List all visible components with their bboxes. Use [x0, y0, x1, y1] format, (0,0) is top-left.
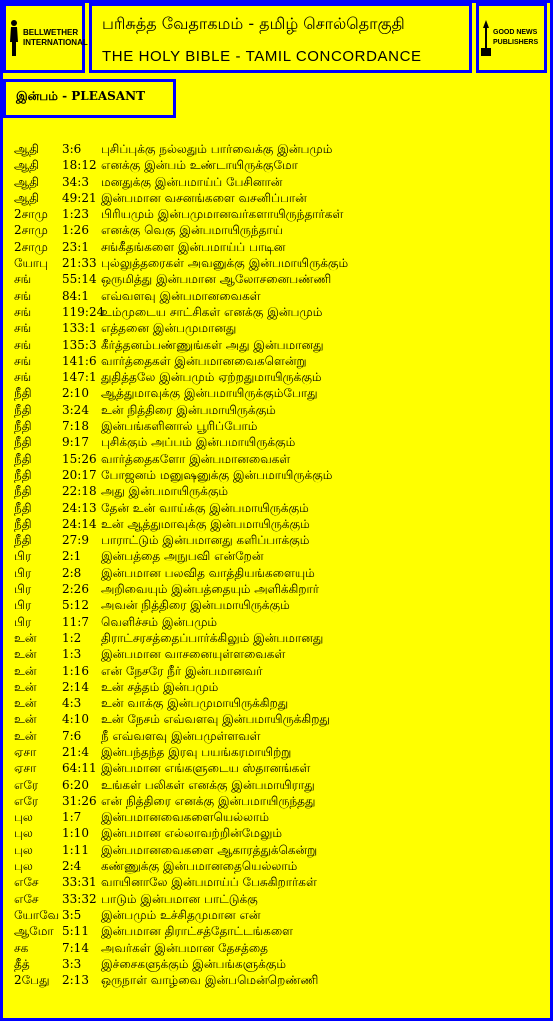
entry-text: அறிவையும் இன்பத்தையும் அளிக்கிறார் [101, 582, 320, 597]
list-item [14, 777, 534, 793]
entry-reference: 64:11 [62, 761, 97, 776]
entry-text: அவன் நித்திரை இன்பமாயிருக்கும் [101, 598, 290, 613]
entry-text: பிரியமும் இன்பமுமானவர்களாயிருந்தார்கள் [101, 207, 344, 222]
entry-book: ஆதி [14, 158, 40, 173]
list-item [14, 157, 534, 173]
entry-text: இன்பங்களினால் பூரிப்போம் [101, 419, 258, 434]
entry-reference: 15:26 [62, 451, 97, 466]
entry-book: சங் [14, 370, 32, 385]
entry-text: வாயினாலே இன்பமாய்ப் பேசுகிறார்கள் [101, 875, 317, 890]
entry-reference: 1:26 [62, 223, 89, 238]
title-banner [89, 3, 472, 73]
entry-text: சங்கீதங்களை இன்பமாய்ப் பாடின [101, 239, 286, 254]
entry-reference: 3:6 [62, 142, 82, 156]
entry-text: இன்பமான எல்லாவற்றின்மேலும் [101, 826, 282, 841]
list-item [14, 548, 534, 564]
entry-reference: 5:11 [62, 924, 89, 939]
entry-reference: 141:6 [62, 353, 97, 368]
entry-reference: 5:12 [62, 598, 89, 613]
entry-text: இன்பமான வாசனையுள்ளவைகள் [101, 647, 286, 662]
entry-reference: 2:4 [62, 859, 82, 874]
entry-reference: 7:14 [62, 940, 89, 955]
entry-text: புசிப்புக்கு நல்லதும் பார்வைக்கு இன்பமும் [101, 142, 333, 156]
entry-text: பாடும் இன்பமான பாட்டுக்கு [101, 891, 258, 906]
entry-book: உன் [14, 728, 37, 743]
entry-text: உன் சத்தம் இன்பமும் [101, 679, 219, 694]
entry-book: புல [14, 842, 33, 857]
entry-text: வெளிச்சம் இன்பமும் [101, 614, 218, 629]
entry-text: இன்பமானவைகளையெல்லாம் [101, 810, 269, 825]
entry-book: புல [14, 859, 33, 874]
list-item [14, 222, 534, 238]
list-item [14, 728, 534, 744]
entry-book: புல [14, 810, 33, 825]
list-item [14, 614, 534, 630]
entry-book: உன் [14, 696, 37, 711]
entry-text: எத்தனை இன்பமுமானது [101, 321, 237, 336]
entry-book: பிர [14, 549, 32, 564]
entry-text: என் நித்திரை எனக்கு இன்பமாயிருந்தது [101, 793, 316, 808]
list-item [14, 646, 534, 662]
entry-text: புசிக்கும் அப்பம் இன்பமாயிருக்கும் [101, 435, 296, 450]
entry-text: இன்பத்தை அநுபவி என்றேன் [101, 549, 264, 564]
entry-book: 2சாமு [14, 223, 48, 238]
entry-book: பிர [14, 582, 32, 597]
entry-book: தீத் [14, 956, 30, 971]
entry-book: சங் [14, 353, 32, 368]
entry-reference: 11:7 [62, 614, 89, 629]
list-item [14, 793, 534, 809]
list-item [14, 907, 534, 923]
entry-text: பாராட்டும் இன்பமானது களிப்பாக்கும் [101, 533, 310, 548]
entry-reference: 119:24 [62, 304, 105, 319]
entry-book: நீதி [14, 467, 32, 482]
list-item [14, 923, 534, 939]
entry-text: புல்லுத்தரைகள் அவனுக்கு இன்பமாயிருக்கும் [101, 256, 349, 271]
entry-reference: 34:3 [62, 174, 89, 189]
list-item [14, 500, 534, 516]
list-item [14, 239, 534, 255]
list-item [14, 940, 534, 956]
entry-text: உன் நேசம் எவ்வளவு இன்பமாயிருக்கிறது [101, 712, 330, 727]
entry-reference: 22:18 [62, 484, 97, 499]
entry-reference: 2:8 [62, 565, 82, 580]
entry-book: பிர [14, 598, 32, 613]
list-item [14, 353, 534, 369]
list-item [14, 565, 534, 581]
entry-reference: 4:3 [62, 696, 82, 711]
list-item [14, 663, 534, 679]
entry-reference: 2:26 [62, 582, 89, 597]
entry-text: உன் நித்திரை இன்பமாயிருக்கும் [101, 402, 276, 417]
list-item [14, 402, 534, 418]
entry-book: உன் [14, 630, 37, 645]
entry-book: நீதி [14, 419, 32, 434]
entry-book: உன் [14, 712, 37, 727]
entry-book: புல [14, 826, 33, 841]
entry-text: உங்கள் பலிகள் எனக்கு இன்பமாயிராது [101, 777, 315, 792]
entry-text: அது இன்பமாயிருக்கும் [101, 484, 229, 499]
entry-reference: 18:12 [62, 158, 97, 173]
list-item [14, 190, 534, 206]
entry-book: உன் [14, 679, 37, 694]
entry-text: இன்பந்தந்த இரவு பயங்கரமாயிற்று [101, 744, 292, 759]
entry-reference: 84:1 [62, 288, 89, 303]
list-item [14, 271, 534, 287]
list-item [14, 972, 534, 988]
logo-left-text: BELLWETHER INTERNATIONAL [23, 28, 88, 47]
entry-text: நீ எவ்வளவு இன்பமுள்ளவள் [101, 728, 261, 743]
figure-icon [7, 18, 21, 58]
entry-reference: 135:3 [62, 337, 97, 352]
entry-reference: 7:18 [62, 419, 89, 434]
list-item [14, 760, 534, 776]
entry-reference: 2:13 [62, 973, 89, 988]
entry-text: ஒருமித்து இன்பமான ஆலோசனைபண்ணி [101, 272, 332, 287]
list-item [14, 385, 534, 401]
section-label: இன்பம் - PLEASANT [16, 89, 146, 103]
entry-text: ஆத்துமாவுக்கு இன்பமாயிருக்கும்போது [101, 386, 318, 401]
entry-book: ஏசா [14, 744, 37, 759]
entry-book: சங் [14, 321, 32, 336]
entry-book: ஆதி [14, 190, 40, 205]
list-item [14, 255, 534, 271]
list-item [14, 304, 534, 320]
entry-book: பிர [14, 565, 32, 580]
list-item [14, 809, 534, 825]
list-item [14, 581, 534, 597]
list-item [14, 320, 534, 336]
entry-book: உன் [14, 647, 37, 662]
entry-reference: 6:20 [62, 777, 89, 792]
entry-reference: 3:3 [62, 956, 82, 971]
entry-book: யோபு [14, 256, 49, 271]
entry-reference: 21:4 [62, 744, 89, 759]
entry-reference: 49:21 [62, 190, 97, 205]
entry-book: 2பேது [14, 973, 50, 988]
entry-reference: 33:32 [62, 891, 97, 906]
list-item [14, 956, 534, 972]
list-item [14, 858, 534, 874]
title-english: THE HOLY BIBLE - TAMIL CONCORDANCE [102, 48, 422, 65]
list-item [14, 891, 534, 907]
entry-text: உன் வாக்கு இன்பமுமாயிருக்கிறது [101, 696, 289, 711]
entry-reference: 1:11 [62, 842, 89, 857]
list-item [14, 597, 534, 613]
entry-book: நீதி [14, 500, 32, 515]
list-item [14, 744, 534, 760]
lamp-icon [480, 18, 492, 58]
entry-reference: 3:5 [62, 907, 82, 922]
entry-book: நீதி [14, 533, 32, 548]
entry-reference: 4:10 [62, 712, 89, 727]
entry-book: நீதி [14, 451, 32, 466]
entry-reference: 1:10 [62, 826, 89, 841]
entry-reference: 20:17 [62, 467, 97, 482]
entry-text: என் நேசரே நீர் இன்பமானவர் [101, 663, 263, 678]
entry-book: நீதி [14, 516, 32, 531]
entry-text: எனக்கு வெகு இன்பமாயிருந்தாய் [101, 223, 283, 238]
entry-book: நீதி [14, 484, 32, 499]
entry-book: உன் [14, 663, 37, 678]
entry-text: உன் ஆத்துமாவுக்கு இன்பமாயிருக்கும் [101, 516, 310, 531]
entry-reference: 2:1 [62, 549, 82, 564]
entry-book: நீதி [14, 402, 32, 417]
entry-text: வார்த்தைகள் இன்பமானவைகளென்று [101, 353, 307, 368]
entry-reference: 24:14 [62, 516, 97, 531]
entry-book: ஆதி [14, 142, 40, 156]
entry-reference: 2:10 [62, 386, 89, 401]
entry-reference: 3:24 [62, 402, 89, 417]
entry-text: கண்ணுக்கு இன்பமானதையெல்லாம் [101, 859, 298, 874]
entry-text: போஜனம் மனுஷனுக்கு இன்பமாயிருக்கும் [101, 467, 333, 482]
list-item [14, 483, 534, 499]
entry-text: அவர்கள் இன்பமான தேசத்தை [101, 940, 268, 955]
entry-text: கீர்த்தனம்பண்ணுங்கள் அது இன்பமானது [101, 337, 324, 352]
entry-book: நீதி [14, 386, 32, 401]
entry-text: இன்பமான பலவித வாத்தியங்களையும் [101, 565, 315, 580]
entry-reference: 147:1 [62, 370, 97, 385]
list-item [14, 874, 534, 890]
list-item [14, 711, 534, 727]
entry-book: நீதி [14, 435, 32, 450]
entry-text: இச்சைகளுக்கும் இன்பங்களுக்கும் [101, 956, 287, 971]
entry-book: ஆதி [14, 174, 40, 189]
entry-book: பிர [14, 614, 32, 629]
entry-text: வார்த்தைகளோ இன்பமானவைகள் [101, 451, 291, 466]
publisher-logo-right [476, 3, 547, 73]
entry-book: எரே [14, 777, 39, 792]
list-item [14, 695, 534, 711]
list-item [14, 369, 534, 385]
list-item [14, 288, 534, 304]
entry-reference: 24:13 [62, 500, 97, 515]
entry-reference: 9:17 [62, 435, 89, 450]
list-item [14, 516, 534, 532]
entry-text: உம்முடைய சாட்சிகள் எனக்கு இன்பமும் [101, 304, 323, 319]
logo-left-inner [6, 6, 88, 70]
list-item [14, 630, 534, 646]
entry-book: ஆமோ [14, 924, 54, 939]
entry-text: துதித்தலே இன்பமும் ஏற்றதுமாயிருக்கும் [101, 370, 322, 385]
entry-reference: 1:16 [62, 663, 89, 678]
entry-book: ஏசா [14, 761, 37, 776]
entry-book: எரே [14, 793, 39, 808]
entry-text: எனக்கு இன்பம் உண்டாயிருக்குமோ [101, 158, 298, 173]
entry-book: சங் [14, 288, 32, 303]
entry-book: எசே [14, 891, 39, 906]
entry-reference: 1:2 [62, 630, 82, 645]
entry-text: இன்பமும் உச்சிதமுமான என் [101, 907, 261, 922]
entry-reference: 2:14 [62, 679, 89, 694]
entry-reference: 33:31 [62, 875, 97, 890]
list-item [14, 451, 534, 467]
entry-reference: 1:3 [62, 647, 82, 662]
entry-book: சங் [14, 272, 32, 287]
entry-book: 2சாமு [14, 239, 48, 254]
concordance-list [14, 141, 534, 988]
entry-reference: 27:9 [62, 533, 89, 548]
entry-text: எவ்வளவு இன்பமானவைகள் [101, 288, 261, 303]
entry-reference: 1:7 [62, 810, 82, 825]
entry-reference: 31:26 [62, 793, 97, 808]
entry-text: தேன் உன் வாய்க்கு இன்பமாயிருக்கும் [101, 500, 309, 515]
list-item [14, 174, 534, 190]
entry-book: சக [14, 940, 29, 955]
entry-text: மனதுக்கு இன்பமாய்ப் பேசினான் [101, 174, 283, 189]
entry-book: சங் [14, 337, 32, 352]
entry-reference: 1:23 [62, 207, 89, 222]
entry-book: 2சாமு [14, 207, 48, 222]
entry-text: ஒருநாள் வாழ்வை இன்பமென்றெண்ணி [101, 973, 319, 988]
logo-right-text: GOOD NEWS PUBLISHERS [493, 29, 539, 46]
logo-right-inner [479, 6, 544, 70]
entry-reference: 133:1 [62, 321, 97, 336]
entry-text: இன்பமான திராட்சத்தோட்டங்களை [101, 924, 294, 939]
entry-reference: 21:33 [62, 256, 97, 271]
entry-text: இன்பமானவைகளை ஆகாரத்துக்கென்று [101, 842, 318, 857]
entry-reference: 23:1 [62, 239, 89, 254]
list-item [14, 434, 534, 450]
publisher-logo-left [3, 3, 88, 73]
entry-book: சங் [14, 304, 32, 319]
entry-reference: 55:14 [62, 272, 97, 287]
section-heading [3, 79, 176, 118]
list-item [14, 141, 534, 157]
list-item [14, 337, 534, 353]
entry-book: யோவே [14, 907, 60, 922]
list-item [14, 532, 534, 548]
list-item [14, 206, 534, 222]
title-tamil: பரிசுத்த வேதாகமம் - தமிழ் சொல்தொகுதி [102, 14, 405, 33]
entry-text: இன்பமான எங்களுடைய ஸ்தானங்கள் [101, 761, 311, 776]
list-item [14, 418, 534, 434]
entry-text: இன்பமான வசனங்களை வசனிப்பான் [101, 190, 307, 205]
list-item [14, 679, 534, 695]
entry-book: எசே [14, 875, 39, 890]
entry-text: திராட்சரசத்தைப்பார்க்கிலும் இன்பமானது [101, 630, 324, 645]
list-item [14, 825, 534, 841]
list-item [14, 842, 534, 858]
list-item [14, 467, 534, 483]
entry-reference: 7:6 [62, 728, 82, 743]
